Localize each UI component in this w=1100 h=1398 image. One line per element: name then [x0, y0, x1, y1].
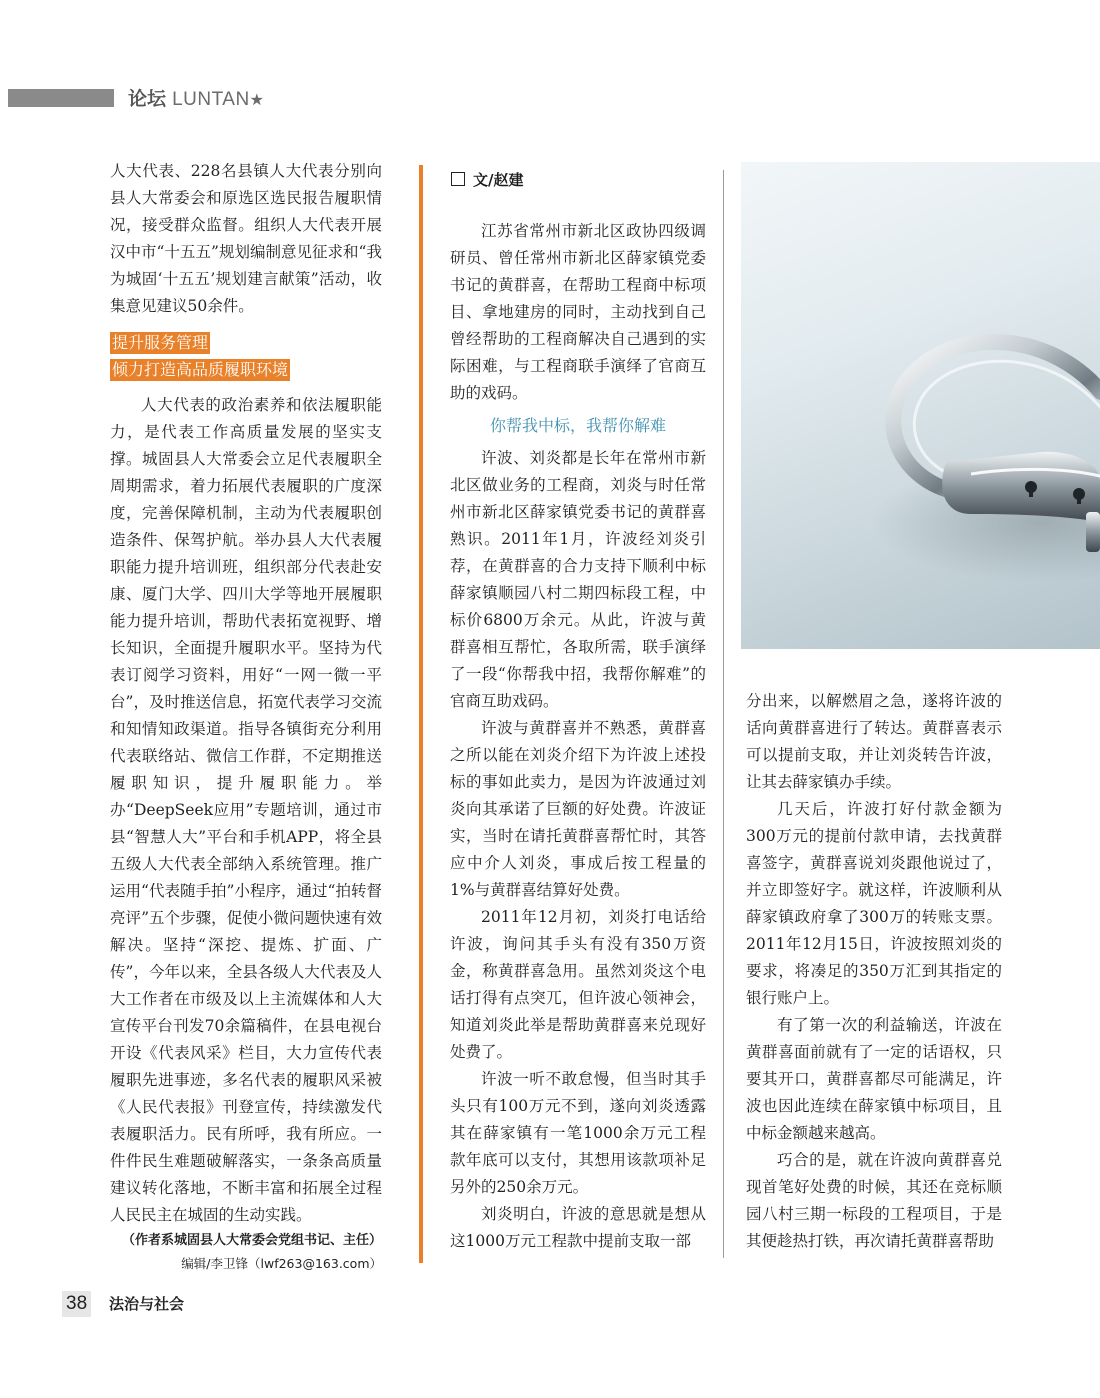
left-subhead — [110, 330, 382, 384]
byline-text: 文/赵建 — [473, 171, 524, 189]
left-article-column — [110, 158, 382, 1275]
left-subhead-line2: 倾力打造高品质履职环境 — [112, 360, 289, 379]
col2-paragraph: 许波与黄群喜并不熟悉，黄群喜之所以能在刘炎介绍下为许波上述投标的事如此卖力，是因为许波通过刘炎向其承诺了巨额的好处费。许波证实，当时在请托黄群喜帮忙时，其答应中介人刘炎，事成后按工程量的1%与黄群喜结算好处费。 — [450, 719, 706, 899]
col3-paragraph: 分出来，以解燃眉之急，遂将许波的话向黄群喜进行了转达。黄群喜表示可以提前支取，并让刘炎转告许波，让其去薛家镇办手续。 — [746, 692, 1002, 791]
left-intro-paragraph: 人大代表、228名县镇人大代表分别向县人大常委会和原选区选民报告履职情况，接受群众监督。组织人大代表开展汉中市“十五五”规划编制意见征求和“我为城固‘十五五’规划建言献策”活动，收集意见建议50余件。 — [110, 162, 382, 315]
col2-paragraph: 刘炎明白，许波的意思就是想从这1000万元工程款中提前支取一部 — [450, 1205, 706, 1250]
orange-divider — [419, 165, 423, 1263]
right-intro-paragraph: 江苏省常州市新北区政协四级调研员、曾任常州市新北区薛家镇党委书记的黄群喜，在帮助工程商中标项目、拿地建房的同时，主动找到自己曾经帮助的工程商解决自己遇到的实际困难，与工程商联手演绎了官商互助的戏码。 — [450, 222, 706, 402]
byline — [451, 168, 523, 192]
magazine-name: 法治与社会 — [109, 1295, 185, 1313]
col3-paragraph: 几天后，许波打好付款金额为300万元的提前付款申请，去找黄群喜签字，黄群喜说刘炎跟他说过了，并立即签好字。就这样，许波顺利从薛家镇政府拿了300万的转账支票。2011年12月15日，许波按照刘炎的要求，将凑足的350万汇到其指定的银行账户上。 — [746, 800, 1002, 1007]
left-body-paragraph: 人大代表的政治素养和依法履职能力，是代表工作高质量发展的坚实支撑。城固县人大常委会立足代表履职全周期需求，着力拓展代表履职的广度深度，完善保障机制，主动为代表履职创造条件、保驾护航。举办县人大代表履职能力提升培训班，组织部分代表赴安康、厦门大学、四川大学等地开展履职能力提升培训，帮助代表拓宽视野、增长知识，全面提升履职水平。坚持为代表订阅学习资料，用好“一网一微一平台”，及时推送信息，拓宽代表学习交流和知情知政渠道。指导各镇街充分利用代表联络站、微信工作群，不定期推送履职知识，提升履职能力。举办“DeepSeek应用”专题培训，通过市县“智慧人大”平台和手机APP，将全县五级人大代表全部纳入系统管理。推广运用“代表随手拍”小程序，通过“拍转督亮评”五个步骤，促使小微问题快速有效解决。坚持“深挖、提炼、扩面、广传”，今年以来，全县各级人大代表及人大工作者在市级及以上主流媒体和人大宣传平台刊发70余篇稿件，在县电视台开设《代表风采》栏目，大力宣传代表履职先进事迹，多名代表的履职风采被《人民代表报》刊登宣传，持续激发代表履职活力。民有所呼，我有所应。一件件民生难题破解落实，一条条高质量建议转化落地，不断丰富和拓展全过程人民民主在城固的生动实践。 — [110, 396, 382, 1224]
page-number: 38 — [62, 1291, 91, 1317]
checkbox-square-icon — [451, 172, 465, 186]
col2-paragraph: 许波、刘炎都是长年在常州市新北区做业务的工程商，刘炎与时任常州市新北区薛家镇党委书记的黄群喜熟识。2011年1月，许波经刘炎引荐，在黄群喜的合力支持下顺利中标薛家镇顺园八村二期四标段工程，中标价6800万余元。从此，许波与黄群喜相互帮忙，各取所需，联手演绎了一段“你帮我中招，我帮你解难”的官商互助戏码。 — [450, 449, 706, 710]
section-label — [128, 84, 264, 114]
col3-paragraph: 有了第一次的利益输送，许波在黄群喜面前就有了一定的话语权，只要其开口，黄群喜都尽可能满足，许波也因此连续在薛家镇中标项目，且中标金额越来越高。 — [746, 1016, 1002, 1142]
col2-paragraph: 2011年12月初，刘炎打电话给许波，询问其手头有没有350万资金，称黄群喜急用。虽然刘炎这个电话打得有点突兀，但许波心领神会，知道刘炎此举是帮助黄群喜来兑现好处费了。 — [450, 908, 706, 1061]
handcuffs-illustration — [741, 162, 1100, 649]
gray-divider — [723, 170, 724, 1258]
section-header-bar — [8, 89, 114, 107]
right-subhead: 你帮我中标，我帮你解难 — [489, 416, 666, 435]
col2-paragraph: 许波一听不敢怠慢，但当时其手头只有100万元不到，遂向刘炎透露其在薛家镇有一笔1000余万元工程款年底可以支付，其想用该款项补足另外的250余万元。 — [450, 1070, 706, 1196]
section-label-en: LUNTAN — [172, 89, 250, 110]
section-label-cn: 论坛 — [128, 88, 167, 110]
right-article-column-2 — [746, 688, 1002, 1255]
col3-paragraph: 巧合的是，就在许波向黄群喜兑现首笔好处费的时候，其还在竞标顺园八村三期一标段的工程项目，于是其便趁热打铁，再次请托黄群喜帮助 — [746, 1151, 1002, 1250]
handcuffs-photo — [741, 162, 1100, 649]
right-article-column-1 — [450, 218, 706, 1255]
left-editor-note: 编辑/李卫锋（lwf263@163.com） — [181, 1256, 382, 1271]
left-subhead-line1: 提升服务管理 — [112, 333, 209, 352]
star-icon: ★ — [249, 90, 265, 109]
left-author-note: （作者系城固县人大常委会党组书记、主任） — [121, 1233, 382, 1248]
